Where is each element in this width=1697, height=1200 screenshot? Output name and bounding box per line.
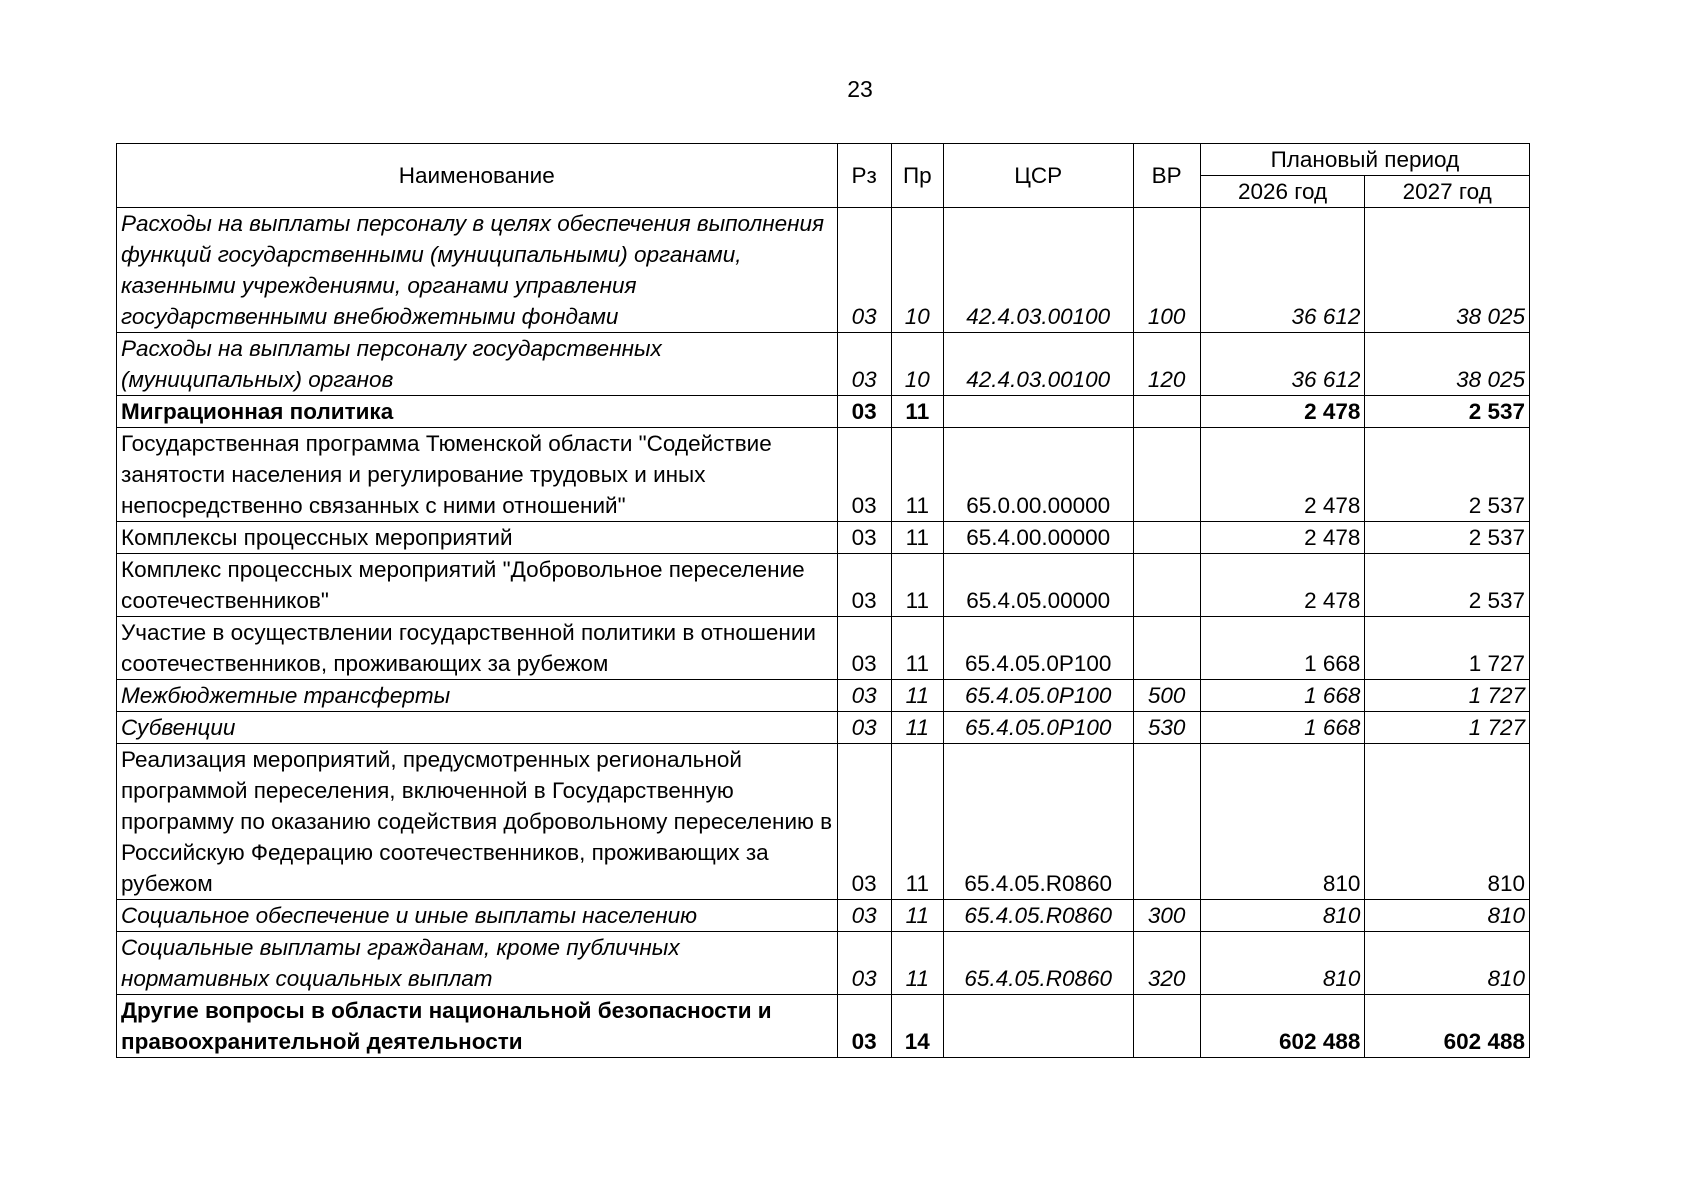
cell-csr: 65.0.00.00000 — [943, 428, 1133, 522]
cell-rz: 03 — [837, 680, 891, 712]
cell-pr: 11 — [891, 554, 943, 617]
cell-name: Социальные выплаты гражданам, кроме публичных нормативных социальных выплат — [117, 932, 838, 995]
cell-pr: 11 — [891, 900, 943, 932]
cell-2026: 602 488 — [1200, 995, 1365, 1058]
cell-2027: 810 — [1365, 932, 1530, 995]
cell-rz: 03 — [837, 396, 891, 428]
cell-vr — [1133, 428, 1200, 522]
cell-vr: 530 — [1133, 712, 1200, 744]
cell-vr — [1133, 522, 1200, 554]
cell-name: Расходы на выплаты персоналу государственных (муниципальных) органов — [117, 333, 838, 396]
cell-pr: 10 — [891, 208, 943, 333]
table-row — [117, 617, 1530, 680]
cell-2027: 2 537 — [1365, 522, 1530, 554]
budget-table — [116, 143, 1530, 1058]
cell-rz: 03 — [837, 744, 891, 900]
cell-2027: 1 727 — [1365, 680, 1530, 712]
cell-vr — [1133, 617, 1200, 680]
cell-2027: 602 488 — [1365, 995, 1530, 1058]
cell-pr: 11 — [891, 617, 943, 680]
cell-rz: 03 — [837, 932, 891, 995]
cell-vr — [1133, 554, 1200, 617]
cell-2026: 36 612 — [1200, 333, 1365, 396]
table-row — [117, 554, 1530, 617]
cell-vr: 120 — [1133, 333, 1200, 396]
table-row — [117, 712, 1530, 744]
header-pr: Пр — [891, 144, 943, 208]
cell-pr: 11 — [891, 428, 943, 522]
cell-2027: 1 727 — [1365, 712, 1530, 744]
cell-2027: 1 727 — [1365, 617, 1530, 680]
cell-2027: 2 537 — [1365, 428, 1530, 522]
table-body — [117, 208, 1530, 1058]
table-row — [117, 744, 1530, 900]
cell-csr: 65.4.05.R0860 — [943, 744, 1133, 900]
cell-name: Реализация мероприятий, предусмотренных региональной программой переселения, включенной в Государственную программу по оказанию содействия добровольному переселению в Российскую Федерацию соотечественников, проживающих за рубежом — [117, 744, 838, 900]
cell-2027: 38 025 — [1365, 333, 1530, 396]
header-year-2027: 2027 год — [1365, 176, 1530, 208]
cell-2027: 810 — [1365, 744, 1530, 900]
cell-name: Другие вопросы в области национальной безопасности и правоохранительной деятельности — [117, 995, 838, 1058]
cell-2027: 2 537 — [1365, 554, 1530, 617]
cell-pr: 11 — [891, 744, 943, 900]
header-vr: ВР — [1133, 144, 1200, 208]
header-planned-period: Плановый период — [1200, 144, 1529, 176]
cell-vr: 320 — [1133, 932, 1200, 995]
cell-csr: 65.4.05.0Р100 — [943, 712, 1133, 744]
cell-rz: 03 — [837, 333, 891, 396]
page-number: 23 — [847, 76, 873, 102]
header-csr: ЦСР — [943, 144, 1133, 208]
cell-csr: 65.4.05.R0860 — [943, 932, 1133, 995]
table-row — [117, 900, 1530, 932]
cell-vr — [1133, 396, 1200, 428]
cell-name: Субвенции — [117, 712, 838, 744]
table-row — [117, 208, 1530, 333]
cell-2027: 2 537 — [1365, 396, 1530, 428]
cell-csr: 42.4.03.00100 — [943, 208, 1133, 333]
header-year-2026: 2026 год — [1200, 176, 1365, 208]
cell-rz: 03 — [837, 712, 891, 744]
cell-2026: 36 612 — [1200, 208, 1365, 333]
cell-2026: 2 478 — [1200, 428, 1365, 522]
cell-2026: 1 668 — [1200, 712, 1365, 744]
table-row — [117, 396, 1530, 428]
cell-2026: 810 — [1200, 900, 1365, 932]
cell-2026: 1 668 — [1200, 617, 1365, 680]
cell-name: Участие в осуществлении государственной политики в отношении соотечественников, проживающих за рубежом — [117, 617, 838, 680]
cell-pr: 11 — [891, 680, 943, 712]
cell-name: Миграционная политика — [117, 396, 838, 428]
cell-csr: 65.4.05.0Р100 — [943, 680, 1133, 712]
cell-pr: 14 — [891, 995, 943, 1058]
cell-vr — [1133, 995, 1200, 1058]
cell-vr: 100 — [1133, 208, 1200, 333]
cell-name: Расходы на выплаты персоналу в целях обеспечения выполнения функций государственными (муниципальными) органами, казенными учреждениями, органами управления государственными внебюджетными фондами — [117, 208, 838, 333]
cell-2026: 2 478 — [1200, 396, 1365, 428]
cell-csr: 42.4.03.00100 — [943, 333, 1133, 396]
cell-pr: 11 — [891, 522, 943, 554]
cell-csr — [943, 396, 1133, 428]
cell-rz: 03 — [837, 995, 891, 1058]
cell-2027: 810 — [1365, 900, 1530, 932]
header-name: Наименование — [117, 144, 838, 208]
table-row — [117, 428, 1530, 522]
cell-2026: 2 478 — [1200, 554, 1365, 617]
cell-rz: 03 — [837, 428, 891, 522]
cell-name: Государственная программа Тюменской области "Содействие занятости населения и регулирование трудовых и иных непосредственно связанных с ними отношений" — [117, 428, 838, 522]
cell-rz: 03 — [837, 617, 891, 680]
table-row — [117, 333, 1530, 396]
cell-csr: 65.4.05.R0860 — [943, 900, 1133, 932]
cell-pr: 10 — [891, 333, 943, 396]
cell-2026: 2 478 — [1200, 522, 1365, 554]
cell-2027: 38 025 — [1365, 208, 1530, 333]
cell-csr: 65.4.05.00000 — [943, 554, 1133, 617]
cell-name: Комплекс процессных мероприятий "Добровольное переселение соотечественников" — [117, 554, 838, 617]
cell-vr: 300 — [1133, 900, 1200, 932]
cell-name: Межбюджетные трансферты — [117, 680, 838, 712]
cell-csr: 65.4.00.00000 — [943, 522, 1133, 554]
header-rz: Рз — [837, 144, 891, 208]
cell-name: Социальное обеспечение и иные выплаты населению — [117, 900, 838, 932]
cell-csr: 65.4.05.0Р100 — [943, 617, 1133, 680]
cell-2026: 1 668 — [1200, 680, 1365, 712]
cell-rz: 03 — [837, 554, 891, 617]
table-header — [117, 144, 1530, 208]
cell-csr — [943, 995, 1133, 1058]
cell-rz: 03 — [837, 522, 891, 554]
table-row — [117, 932, 1530, 995]
table-row — [117, 680, 1530, 712]
cell-pr: 11 — [891, 396, 943, 428]
cell-2026: 810 — [1200, 932, 1365, 995]
table-row — [117, 995, 1530, 1058]
cell-pr: 11 — [891, 932, 943, 995]
cell-pr: 11 — [891, 712, 943, 744]
cell-name: Комплексы процессных мероприятий — [117, 522, 838, 554]
cell-vr: 500 — [1133, 680, 1200, 712]
cell-vr — [1133, 744, 1200, 900]
table-row — [117, 522, 1530, 554]
cell-rz: 03 — [837, 208, 891, 333]
cell-2026: 810 — [1200, 744, 1365, 900]
cell-rz: 03 — [837, 900, 891, 932]
